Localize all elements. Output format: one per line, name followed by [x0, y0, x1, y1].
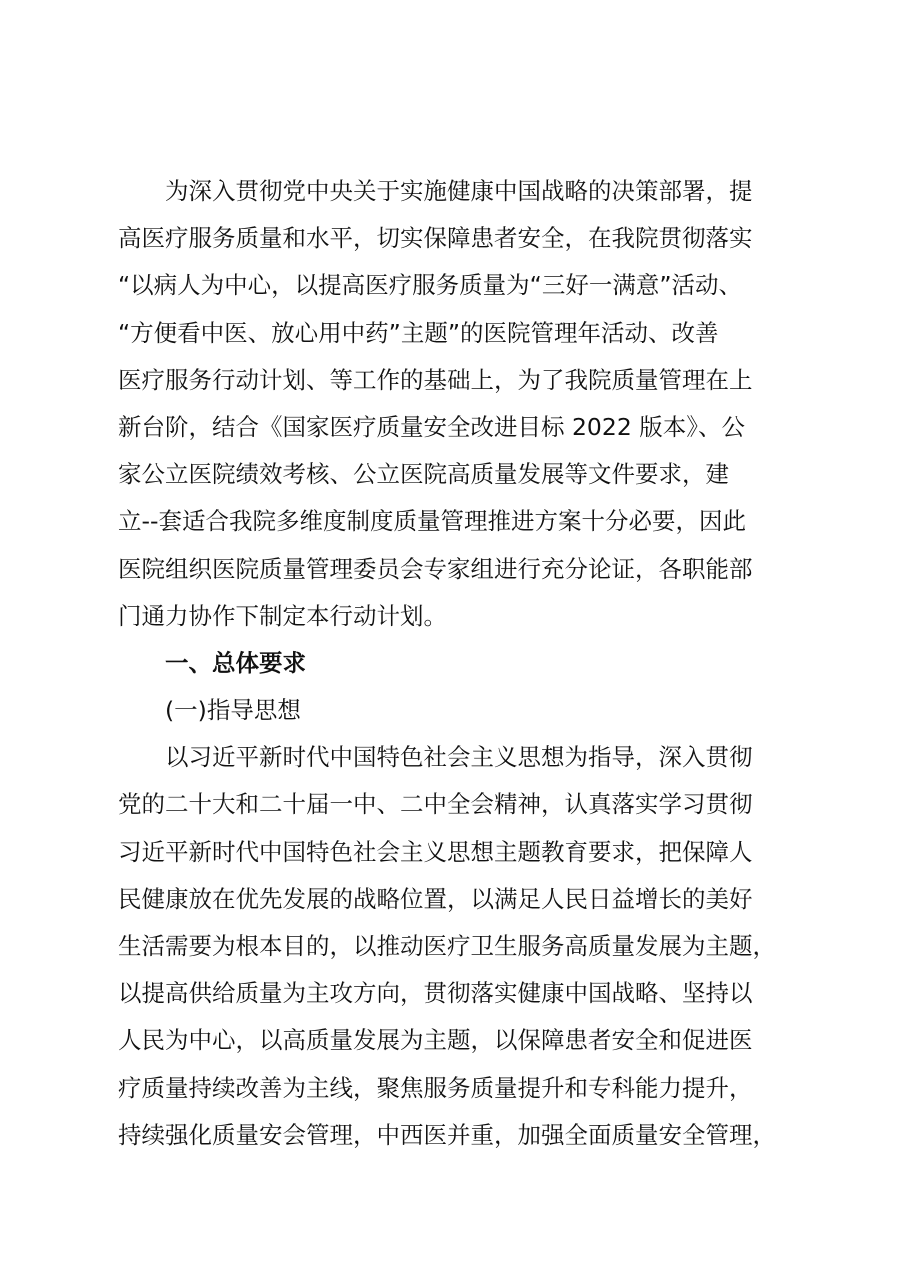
- paragraph-line: “以病人为中心，以提高医疗服务质量为“三好一满意”活动、: [118, 271, 743, 300]
- paragraph-line: 医疗服务行动计划、等工作的基础上，为了我院质量管理在上: [118, 365, 753, 394]
- paragraph-line: 门通力协作下制定本行动计划。: [118, 601, 447, 630]
- paragraph-line: 人民为中心，以高质量发展为主题，以保障患者安全和促进医: [118, 1026, 753, 1055]
- document-body: [118, 168, 808, 1159]
- paragraph-line: 党的二十大和二十届一中、二中全会精神，认真落实学习贯彻: [118, 790, 753, 819]
- subsection-heading: (一)指导思想: [165, 696, 301, 725]
- paragraph-line: 以提高供给质量为主攻方向，贯彻落实健康中国战略、坚持以: [118, 979, 753, 1008]
- paragraph-line: 家公立医院绩效考核、公立医院高质量发展等文件要求，建: [118, 460, 729, 489]
- paragraph-line: 疗质量持续改善为主线，聚焦服务质量提升和专科能力提升，: [118, 1073, 753, 1102]
- paragraph-line: 新台阶，结合《国家医疗质量安全改进目标 2022 版本》、公: [118, 412, 745, 441]
- paragraph-line: 医院组织医院质量管理委员会专家组进行充分论证，各职能部: [118, 554, 753, 583]
- paragraph-line: 为深入贯彻党中央关于实施健康中国战略的决策部署，提: [165, 177, 753, 205]
- paragraph-line: 以习近平新时代中国特色社会主义思想为指导，深入贯彻: [165, 743, 753, 772]
- paragraph-line: 持续强化质量安会管理，中西医并重，加强全面质量安全管理，: [118, 1120, 776, 1149]
- paragraph-line: “方便看中医、放心用中药”主题”的医院管理年活动、改善: [118, 318, 719, 347]
- paragraph-line: 民健康放在优先发展的战略位置，以满足人民日益增长的美好: [118, 884, 753, 913]
- paragraph-line: 高医疗服务质量和水平，切实保障患者安全，在我院贯彻落实: [118, 224, 753, 253]
- paragraph-line: 习近平新时代中国特色社会主义思想主题教育要求，把保障人: [118, 837, 753, 866]
- paragraph-line: 立--套适合我院多维度制度质量管理推进方案十分必要，因此: [118, 507, 746, 536]
- paragraph-line: 生活需要为根本目的，以推动医疗卫生服务高质量发展为主题，: [118, 932, 776, 960]
- section-heading: 一、总体要求: [165, 648, 306, 677]
